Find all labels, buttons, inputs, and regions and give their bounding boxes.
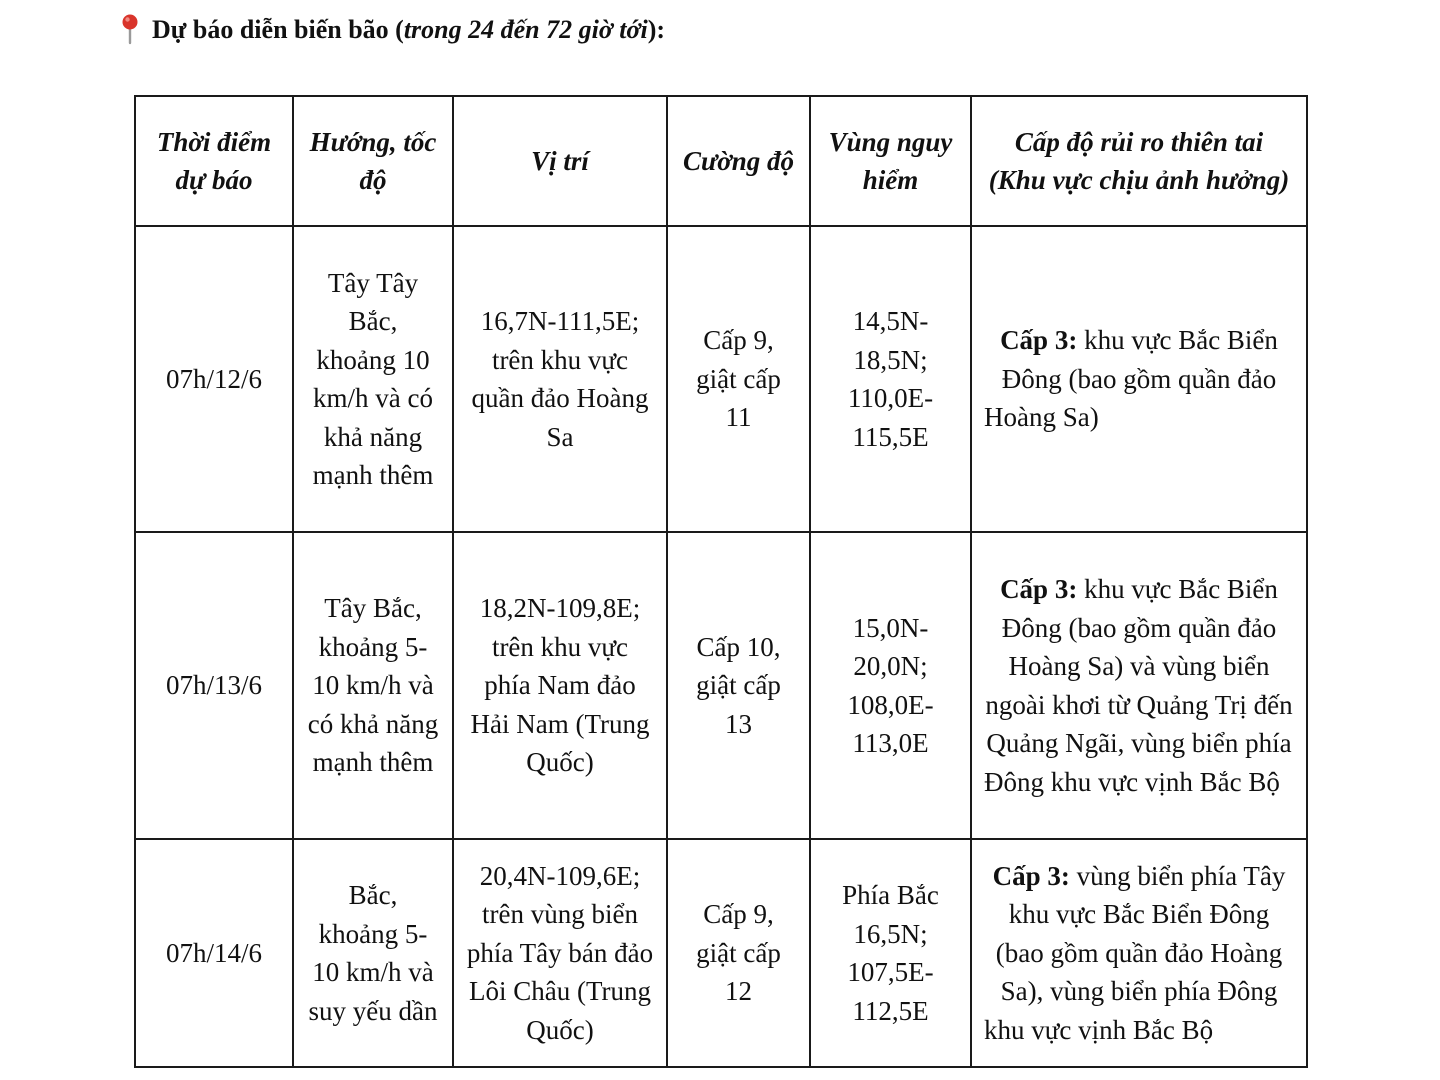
risk-area-text: vùng biển phía Tây khu vực Bắc Biển Đông (bao gồm quần đảo Hoàng Sa), vùng biển phía Đông khu vực vịnh Bắc Bộ: [984, 860, 1286, 1045]
cell-direction: Tây Tây Bắc, khoảng 10 km/h và có khả năng mạnh thêm: [293, 226, 453, 532]
cell-intensity: Cấp 9, giật cấp 12: [667, 839, 810, 1067]
heading-italic-text: trong 24 đến 72 giờ tới: [403, 15, 648, 44]
table-row: [135, 839, 1307, 1067]
risk-level-label: Cấp 3:: [1000, 325, 1078, 356]
header-time: Thời điểm dự báo: [135, 96, 293, 226]
cell-position: 16,7N-111,5E; trên khu vực quần đảo Hoàng Sa: [453, 226, 667, 532]
cell-time: 07h/13/6: [135, 532, 293, 839]
cut-off-text-line: [134, 1072, 754, 1080]
header-risk-level: Cấp độ rủi ro thiên tai (Khu vực chịu ảnh hưởng): [971, 96, 1307, 226]
cell-position: 20,4N-109,6E; trên vùng biển phía Tây bán đảo Lôi Châu (Trung Quốc): [453, 839, 667, 1067]
header-danger-zone: Vùng nguy hiểm: [810, 96, 971, 226]
header-intensity: Cường độ: [667, 96, 810, 226]
cell-intensity: Cấp 10, giật cấp 13: [667, 532, 810, 839]
cell-time: 07h/14/6: [135, 839, 293, 1067]
map-pin-icon: [118, 12, 146, 46]
heading-suffix: ):: [647, 15, 666, 44]
table-row: [135, 532, 1307, 839]
forecast-table: [134, 95, 1308, 1068]
risk-level-label: Cấp 3:: [1000, 574, 1078, 604]
cell-danger-zone: 15,0N-20,0N; 108,0E-113,0E: [810, 532, 971, 839]
header-direction: Hướng, tốc độ: [293, 96, 453, 226]
cell-time: 07h/12/6: [135, 226, 293, 532]
cell-danger-zone: Phía Bắc 16,5N; 107,5E-112,5E: [810, 839, 971, 1067]
cell-position: 18,2N-109,8E; trên khu vực phía Nam đảo Hải Nam (Trung Quốc): [453, 532, 667, 839]
table-header-row: [135, 96, 1307, 226]
cell-risk: [971, 839, 1307, 1067]
heading-text: Dự báo diễn biến bão (: [152, 15, 404, 44]
cell-risk: [971, 532, 1307, 839]
table-row: [135, 226, 1307, 532]
cell-intensity: Cấp 9, giật cấp 11: [667, 226, 810, 532]
cell-risk: [971, 226, 1307, 532]
section-heading: [118, 12, 665, 48]
risk-area-text: khu vực Bắc Biển Đông (bao gồm quần đảo Hoàng Sa): [984, 325, 1278, 433]
cell-direction: Tây Bắc, khoảng 5-10 km/h và có khả năng mạnh thêm: [293, 532, 453, 839]
cell-direction: Bắc, khoảng 5-10 km/h và suy yếu dần: [293, 839, 453, 1067]
risk-area-text: khu vực Bắc Biển Đông (bao gồm quần đảo Hoàng Sa) và vùng biển ngoài khơi từ Quảng Trị đến Quảng Ngãi, vùng biển phía Đông khu vực vịnh Bắc Bộ: [984, 574, 1293, 797]
risk-level-label: Cấp 3:: [992, 860, 1070, 891]
header-position: Vị trí: [453, 96, 667, 226]
cell-danger-zone: 14,5N-18,5N; 110,0E-115,5E: [810, 226, 971, 532]
